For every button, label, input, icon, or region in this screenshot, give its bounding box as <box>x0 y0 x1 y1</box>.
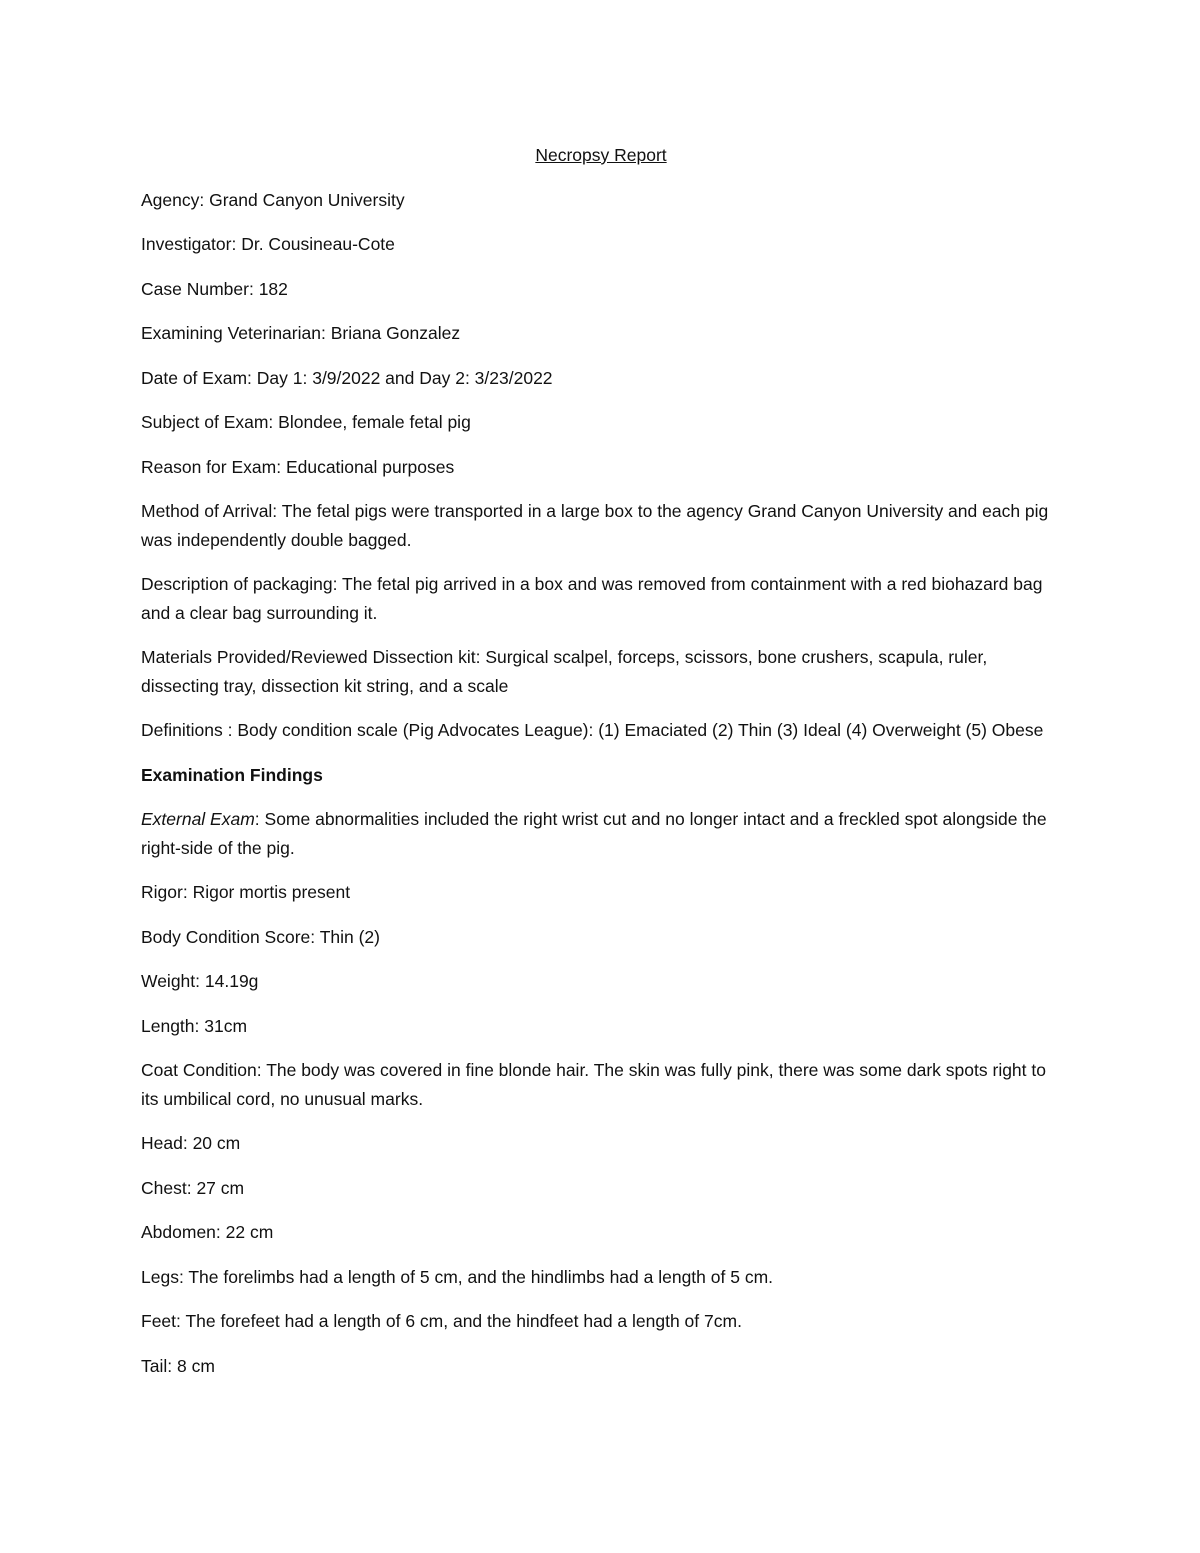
field-label: Examining Veterinarian: <box>141 323 326 343</box>
report-body <box>141 141 1061 1396</box>
field-label: Definitions : <box>141 720 233 740</box>
finding-label: Length: <box>141 1015 200 1036</box>
finding-value: 14.19g <box>204 971 259 991</box>
finding-label: Legs: <box>141 1266 184 1287</box>
field-date-of-exam <box>141 364 1061 393</box>
finding-label: Weight: <box>141 971 201 991</box>
field-label: Subject of Exam: <box>141 412 274 432</box>
finding-label: Feet: <box>141 1311 181 1331</box>
field-subject-of-exam <box>141 408 1061 437</box>
field-value: Body condition scale (Pig Advocates League): (1) Emaciated (2) Thin (3) Ideal (4) Overweight (5) Obese <box>237 720 1044 740</box>
field-materials <box>141 643 1061 700</box>
field-description-of-packaging <box>141 570 1061 627</box>
finding-rigor <box>141 878 1061 907</box>
finding-length <box>141 1012 1061 1041</box>
finding-feet <box>141 1307 1061 1336</box>
finding-label: External Exam <box>141 809 255 829</box>
field-value: Day 1: 3/9/2022 and Day 2: 3/23/2022 <box>256 367 553 388</box>
finding-abdomen <box>141 1218 1061 1247</box>
finding-value: 27 cm <box>196 1177 245 1198</box>
finding-label: Body Condition Score: <box>141 926 316 947</box>
field-label: Description of packaging: <box>141 574 338 594</box>
field-value: Surgical scalpel, forceps, scissors, bone crushers, scapula, ruler, dissecting tray, dissection kit string, and a scale <box>141 647 988 696</box>
finding-head <box>141 1129 1061 1158</box>
finding-tail <box>141 1352 1061 1381</box>
findings-heading: Examination Findings <box>141 764 323 785</box>
field-label: Method of Arrival: <box>141 501 278 521</box>
finding-value: The forelimbs had a length of 5 cm, and the hindlimbs had a length of 5 cm. <box>188 1266 774 1287</box>
finding-label: Coat Condition: <box>141 1060 262 1080</box>
field-method-of-arrival <box>141 497 1061 554</box>
finding-weight <box>141 967 1061 996</box>
finding-value: The body was covered in fine blonde hair. The skin was fully pink, there was some dark spots right to its umbilical cord, no unusual marks. <box>141 1060 1046 1109</box>
field-agency <box>141 186 1061 215</box>
finding-label: Abdomen: <box>141 1222 221 1242</box>
field-definitions <box>141 716 1061 745</box>
field-value: Educational purposes <box>285 456 455 477</box>
finding-legs <box>141 1263 1061 1292</box>
finding-value: Rigor mortis present <box>192 882 351 902</box>
field-value: 182 <box>258 278 288 299</box>
field-case-number <box>141 275 1061 304</box>
field-examining-veterinarian <box>141 319 1061 348</box>
field-value: Blondee, female fetal pig <box>278 412 471 432</box>
field-label: Reason for Exam: <box>141 456 282 477</box>
field-value: Dr. Cousineau-Cote <box>241 234 395 254</box>
field-label: Date of Exam: <box>141 367 252 388</box>
finding-value: : Some abnormalities included the right wrist cut and no longer intact and a freckled spot alongside the right-side of the pig. <box>141 809 1047 858</box>
field-value: The fetal pigs were transported in a large box to the agency Grand Canyon University and each pig was independently double bagged. <box>141 501 1049 550</box>
field-label: Case Number: <box>141 278 254 299</box>
finding-label: Chest: <box>141 1177 192 1198</box>
finding-coat-condition <box>141 1056 1061 1113</box>
finding-chest <box>141 1174 1061 1203</box>
field-label: Agency: <box>141 189 205 210</box>
finding-value: Thin (2) <box>319 926 380 947</box>
finding-value: 8 cm <box>177 1355 215 1376</box>
field-value: Briana Gonzalez <box>330 323 461 343</box>
finding-value: 20 cm <box>192 1133 241 1153</box>
field-value: The fetal pig arrived in a box and was removed from containment with a red biohazard bag and a clear bag surrounding it. <box>141 574 1043 623</box>
finding-label: Rigor: <box>141 882 188 902</box>
finding-external-exam <box>141 805 1061 862</box>
report-title: Necropsy Report <box>535 145 667 165</box>
field-label: Materials Provided/Reviewed Dissection kit: <box>141 647 481 667</box>
field-value: Grand Canyon University <box>209 189 405 210</box>
field-label: Investigator: <box>141 234 237 254</box>
finding-body-condition-score <box>141 923 1061 952</box>
finding-label: Tail: <box>141 1355 173 1376</box>
finding-label: Head: <box>141 1133 188 1153</box>
field-investigator <box>141 230 1061 259</box>
field-reason-for-exam <box>141 453 1061 482</box>
finding-value: 31cm <box>204 1015 248 1036</box>
finding-value: The forefeet had a length of 6 cm, and the hindfeet had a length of 7cm. <box>185 1311 742 1331</box>
finding-value: 22 cm <box>225 1222 274 1242</box>
